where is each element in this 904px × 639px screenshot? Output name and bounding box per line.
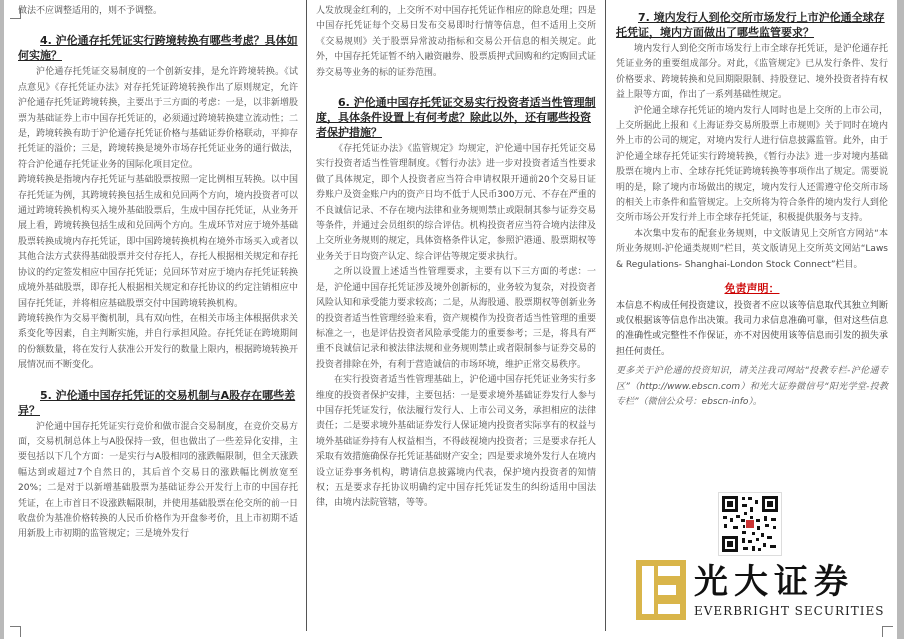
- question-5-heading: 5. 沪伦通中国存托凭证的交易机制与A股存在哪些差异？: [18, 388, 296, 417]
- column-divider-1: [306, 0, 307, 631]
- continued-text: 做法不应调整适用的，则不予调整。: [18, 6, 163, 16]
- everbright-logo-icon: [636, 560, 686, 620]
- question-4-paragraph-1: 沪伦通存托凭证交易制度的一个创新安排，是允许跨境转换。《试点意见》《存托凭证办法》对存托凭证跨境转换作出了原则规定，允许沪伦通存托凭证跨境转换，主要出于三方面的考虑：一是，以非新增股票为基础证券上市中国存托凭证的，必须通过跨境转换建立流动性；二是，跨境转换有助于沪伦通存托凭证价格与基础证券价格联动，平抑存托凭证的溢价；三是，跨境转换是境外市场存托凭证业务的通行做法，符合沪伦通存托凭证业务的国际化项目定位。: [18, 67, 298, 170]
- disclaimer-text: 本信息不构成任何投资建议，投资者不应以该等信息取代其独立判断或仅根据该等信息作出决策。我司力求信息准确可靠，但对这些信息的准确性或完整性不作保证，亦不对因使用该等信息而引发的损失承担任何责任。: [616, 300, 888, 357]
- crop-mark-bottom-left: [10, 626, 21, 637]
- question-4-paragraph-2: 跨境转换是指境内存托凭证与基础股票按照一定比例相互转换。以中国存托凭证为例，其跨境转换包括生成和兑回两个方向，境内投资者可以通过跨境转换机构买入境外基础股票后，生成中国存托凭证，从业务开展上看，跨境转换包括生成和兑回两个方向。生成环节对应于境外基础股票转换成境内存托凭证，即中国跨境转换机构在境外市场买入或者以其他合法方式获得基础股票并交付存托人，存托人根据相关规定和存托协议的约定签发相应中国存托凭证；兑回环节对应于境内存托凭证转换成境外基础股票，即存托人根据相关规定和存托协议的约定注销相应中国存托凭证，并将相应基础股票交付中国跨境转换机构。: [18, 175, 298, 309]
- question-4-paragraph-3: 跨境转换作为交易平衡机制，具有双向性，在相关市场主体根据供求关系变化等因素，自主判断实施，并自行承担风险。存托凭证在跨境期间的份额数量，将在发行人获准公开发行的数量上限内，根据跨境转换开展情况而不断变化。: [18, 313, 298, 371]
- column-3: [616, 4, 888, 618]
- rules-publication-note: 本次集中发布的配套业务规则，中文版请见上交所官方网站“本所业务规则-沪伦通类规则”栏目，英文版请见上交所英文网站“Laws & Regulations- Shanghai-London Stock Connect”栏目。: [616, 228, 888, 270]
- logo-english-name: EVERBRIGHT SECURITIES: [694, 604, 885, 618]
- question-7-paragraph-1: 境内发行人到伦交所市场发行上市全球存托凭证，是沪伦通存托凭证业务的重要组成部分。对此，《监管规定》已从发行条件、发行价格要求、跨境转换和兑回期限限制、持股登记、境外投资者持有权益上限等方面，作出了一系列基础性规定。: [616, 44, 888, 101]
- logo-chinese-name: 光大证券: [694, 562, 854, 602]
- question-5-paragraph-2: 人发放现金红利的，上交所不对中国存托凭证作相应的除息处理；四是中国存托凭证每个交易日发布交易即时行情等信息，但不适用上交所《交易规则》关于股票异常波动指标和交易公开信息的相关规定。此外，中国存托凭证暂不纳入融资融券、股票质押式回购和约定购回式证券交易等业务的标的证券范围。: [316, 6, 596, 78]
- crop-mark-bottom-right: [882, 626, 893, 637]
- more-info-note: 更多关于沪伦通的投资知识，请关注我司网站“投教专栏-沪伦通专区”（http://www.ebscn.com）和光大证券微信号“阳光学堂-投教专栏”（微信公众号：ebscn-info）。: [616, 366, 888, 407]
- wechat-qr-code: [718, 492, 782, 556]
- question-6-paragraph-1: 《存托凭证办法》《监管规定》均规定，沪伦通中国存托凭证交易实行投资者适当性管理制度。《暂行办法》进一步对投资者适当性要求做了具体规定，即个人投资者应当符合申请权限开通前20个交易日证券账户及资金账户内的资产日均不低于人民币300万元、不存在严重的不良诚信记录、不存在境内法律和业务规则禁止或限制其参与证券交易等条件，并通过会员组织的综合评估。机构投资者应当符合境内法律及上交所业务规则的规定，具体资格条件认定，参照沪港通、股票期权等业务关于日均资产认定、综合评估等规定要求执行。: [316, 144, 596, 262]
- question-6-heading: 6. 沪伦通中国存托凭证交易实行投资者适当性管理制度，具体条件设置上有何考虑？除此以外，还有哪些投资者保护措施？: [316, 96, 596, 140]
- question-6-paragraph-2: 之所以设置上述适当性管理要求，主要有以下三方面的考虑：一是，沪伦通中国存托凭证涉及境外创新标的，业务较为复杂，对投资者风险认知和承受能力要求较高；二是，从海股通、股票期权等创新业务的投资者适当性管理经验来看，资产规模作为投资者适当性管理的重要标准之一，也是评估投资者风险承受能力的重要参考；三是，将具有严重不良诚信记录和被法律法规和业务规则禁止或者限制参与证券交易的投资者排除在外，有利于营造诚信的市场环境，维护正常交易秩序。: [316, 267, 596, 370]
- question-6-paragraph-3: 在实行投资者适当性管理基础上，沪伦通中国存托凭证业务实行多维度的投资者保护安排，主要包括：一是要求境外基础证券发行人参与中国存托凭证发行，依法履行发行人、上市公司义务，承担相应的法律责任；二是要求境外基础证券发行人保证境内投资者实际享有的权益与境外基础证券持有人权益相当，不得歧视境内投资者；三是要求存托人采取有效措施确保存托凭证基础财产安全；四是要求境外发行人在境内设立证券事务机构，聘请信息披露境内代表，保护境内投资者的知情权；五是要求存托协议明确约定中国存托凭证发生的纠纷适用中国法律，由境内法院管辖，等等。: [316, 375, 596, 509]
- question-4-heading: 4. 沪伦通存托凭证实行跨境转换有哪些考虑？具体如何实施？: [18, 34, 298, 63]
- question-7-heading: 7. 境内发行人到伦交所市场发行上市沪伦通全球存托凭证，境内方面做出了哪些监管要求？: [616, 11, 885, 39]
- column-1: [18, 4, 298, 543]
- everbright-logo: [636, 560, 888, 622]
- column-divider-2: [605, 0, 606, 631]
- question-5-paragraph-1: 沪伦通中国存托凭证实行竞价和做市混合交易制度，在竞价交易方面，交易机制总体上与A股保持一致，但也做出了一些差异化安排，主要包括以下几个方面：一是实行与A股相同的涨跌幅限制，但全天涨跌幅达到或超过7个自然日的，其后首个交易日的涨跌幅比例放宽至20%；二是对于以新增基础股票为基础证券公开发行上市的中国存托凭证，在上市首日不设涨跌幅限制，并使用基础股票在伦交所的前一日收盘价为基准价格转换的人民币价格作为开盘参考价，且上市初期不适用新股上市初期的监管规定；三是境外发行: [18, 421, 298, 540]
- column-2: [316, 4, 596, 512]
- disclaimer-title: 免责声明：: [724, 282, 780, 296]
- question-7-paragraph-2: 沪伦通全球存托凭证的境内发行人同时也是上交所的上市公司，上交所据此上报和《上海证券交易所股票上市规则》关于同时在境内外上市的公司的规定，对境内发行人进行信息披露监管。此外，由于沪伦通全球存托凭证实行跨境转换，《暂行办法》进一步对境内基础股票在境内上市、全球存托凭证跨境转换等事项作出了规定。需要说明的是，除了境内市场做出的规定，境内发行人还需遵守伦交所市场的相关上市条件和监管规定。上交所将为符合条件的境内发行人到伦交所市场公开发行并上市全球存托凭证，积极提供服务与支持。: [616, 105, 888, 224]
- document-page: [4, 0, 897, 639]
